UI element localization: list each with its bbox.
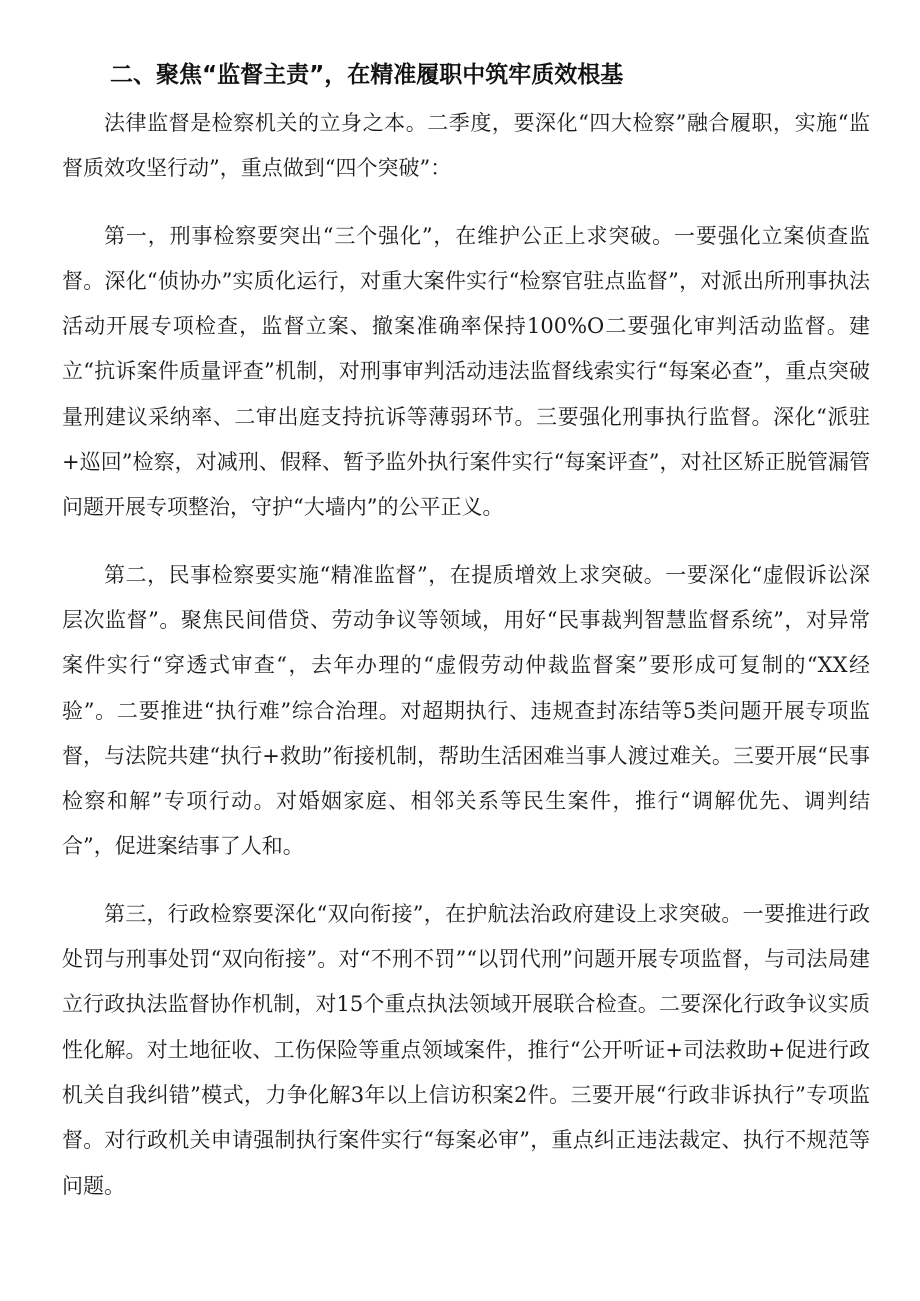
section-heading: 二、聚焦“监督主责”，在精准履职中筑牢质效根基: [110, 62, 624, 88]
paragraph-criminal-procuratorate: 第一，刑事检察要突出“三个强化”，在维护公正上求突破。一要强化立案侦查监督。深化“侦协办”实质化运行，对重大案件实行“检察官驻点监督”，对派出所刑事执法活动开展专项检查，监督立案、撤案准确率保持100%O二要强化审判活动监督。建立“抗诉案件质量评查”机制，对刑事审判活动违法监督线索实行“每案必查”，重点突破量刑建议采纳率、二审出庭支持抗诉等薄弱环节。三要强化刑事执行监督。深化“派驻+巡回”检察，对减刑、假释、暂予监外执行案件实行“每案评查”，对社区矫正脱管漏管问题开展专项整治，守护“大墙内”的公平正义。: [62, 223, 870, 520]
paragraph-intro: 法律监督是检察机关的立身之本。二季度，要深化“四大检察”融合履职，实施“监督质效攻坚行动”，重点做到“四个突破”：: [62, 111, 870, 181]
document-body: [62, 101, 870, 1231]
paragraph-civil-procuratorate: 第二，民事检察要实施“精准监督”，在提质增效上求突破。一要深化“虚假诉讼深层次监督”。聚焦民间借贷、劳动争议等领域，用好“民事裁判智慧监督系统”，对异常案件实行“穿透式审查“，去年办理的“虚假劳动仲裁监督案”要形成可复制的“XX经验”。二要推进“执行难”综合治理。对超期执行、违规查封冻结等5类问题开展专项监督，与法院共建“执行+救助”衔接机制，帮助生活困难当事人渡过难关。三要开展“民事检察和解”专项行动。对婚姻家庭、相邻关系等民生案件，推行“调解优先、调判结合”，促进案结事了人和。: [62, 562, 870, 859]
paragraph-administrative-procuratorate: 第三，行政检察要深化“双向衔接”，在护航法治政府建设上求突破。一要推进行政处罚与刑事处罚“双向衔接”。对“不刑不罚”“以罚代刑”问题开展专项监督，与司法局建立行政执法监督协作机制，对15个重点执法领域开展联合检查。二要深化行政争议实质性化解。对土地征收、工伤保险等重点领域案件，推行“公开听证+司法救助+促进行政机关自我纠错”模式，力争化解3年以上信访积案2件。三要开展“行政非诉执行”专项监督。对行政机关申请强制执行案件实行“每案必审”，重点纠正违法裁定、执行不规范等问题。: [62, 901, 870, 1198]
